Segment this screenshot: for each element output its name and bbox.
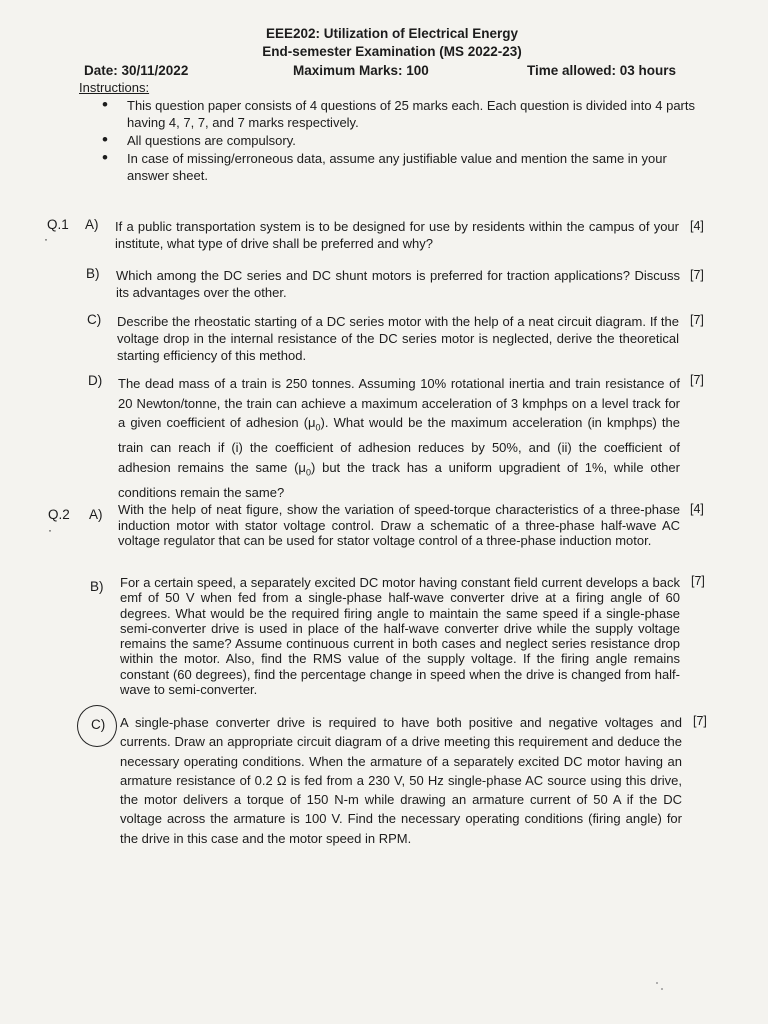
instruction-item: • This question paper consists of 4 questions of 25 marks each. Each question is divided into 4 parts having 4, 7, 7, and 7 marks respectively. — [100, 97, 700, 131]
question-text: With the help of neat figure, show the variation of speed-torque characteristics of a three-phase induction motor with stator voltage control. Draw a schematic of a three-phase half-wave AC voltage regulator that can be used for stator voltage control of a three-phase induction motor. — [118, 502, 680, 548]
question-text: The dead mass of a train is 250 tonnes. Assuming 10% rotational inertia and train resistance of 20 Newton/tonne, the train can achieve a maximum acceleration of 3 kmphps on a level track for a given coefficient of adhesion $(\mu_0)$. What would be the maximum acceleration (in kmphps) the train can reach if (i) the coefficient of adhesion reduces by 50%, and (ii) the coefficient of adhesion remains the same $(\mu_0)$ but the track has a uniform upgradient of 1%, while other conditions remain the same? — [118, 376, 681, 500]
question-number: Q.2 — [48, 507, 70, 522]
instruction-item: • All questions are compulsory. — [100, 132, 700, 149]
scan-speck — [661, 988, 663, 990]
marks-label: [7] — [690, 373, 704, 387]
question-text: A single-phase converter drive is required to have both positive and negative voltages and currents. Draw an appropriate circuit diagram of a drive meeting this requirement and deduce the necessary operating conditions. When the armature of a separately excited DC motor having an armature resistance of 0.2 Ω is fed from a 230 V, 50 Hz single-phase AC source using this drive, the motor delivers a torque of 150 N-m while drawing an armature current of 50 A if the DC voltage across the armature is 100 V. Find the necessary operating conditions (firing angle) for the drive in this case and the motor speed in RPM. — [120, 715, 682, 846]
part-label: A) — [85, 217, 99, 232]
question-text: Describe the rheostatic starting of a DC series motor with the help of a neat circuit diagram. If the voltage drop in the internal resistance of the DC series motor is neglected, derive the theoretical starting efficiency of this method. — [117, 314, 679, 363]
question-text: For a certain speed, a separately excited DC motor having constant field current develops a back emf of 50 V when fed from a single-phase half-wave converter drive at a firing angle of 60 degrees. What would be the required firing angle to maintain the same speed if a single-phase semi-converter drive is used in place of the half-wave converter drive while the supply voltage remains the same? Assume continuous current in both cases and neglect series resistance drop within the motor. Also, find the RMS value of the supply voltage. If the firing angle remains constant (60 degrees), find the percentage change in speed when the drive is changed from half-wave to semi-converter. — [120, 575, 680, 698]
marks-label: [7] — [690, 313, 704, 327]
margin-dot: · — [44, 232, 48, 246]
maximum-marks: Maximum Marks: 100 — [293, 63, 429, 78]
marks-label: [4] — [690, 502, 704, 516]
marks-label: [7] — [690, 268, 704, 282]
instruction-item: • In case of missing/erroneous data, assume any justifiable value and mention the same in your answer sheet. — [100, 150, 700, 184]
course-title: EEE202: Utilization of Electrical Energy — [265, 26, 519, 41]
marks-label: [7] — [691, 574, 705, 588]
part-label: C) — [87, 312, 102, 327]
question-text: If a public transportation system is to be designed for use by residents within the campus of your institute, what type of drive shall be preferred and why? — [115, 219, 679, 251]
question-text: Which among the DC series and DC shunt motors is preferred for traction applications? Discuss its advantages over the other. — [116, 268, 680, 300]
marks-label: [7] — [693, 714, 707, 728]
marks-label: [4] — [690, 219, 704, 233]
instructions-list — [100, 97, 700, 185]
part-label: C) — [91, 717, 106, 732]
part-label: D) — [88, 373, 103, 388]
part-label: B) — [90, 579, 104, 594]
time-allowed: Time allowed: 03 hours — [527, 63, 677, 78]
question-number: Q.1 — [47, 217, 69, 232]
exam-title: End-semester Examination (MS 2022-23) — [262, 44, 522, 59]
scan-speck — [656, 982, 658, 984]
exam-date: Date: 30/11/2022 — [84, 63, 189, 78]
instructions-heading: Instructions: — [79, 80, 150, 95]
part-label: A) — [89, 507, 103, 522]
part-label: B) — [86, 266, 100, 281]
margin-dot: · — [48, 523, 52, 537]
